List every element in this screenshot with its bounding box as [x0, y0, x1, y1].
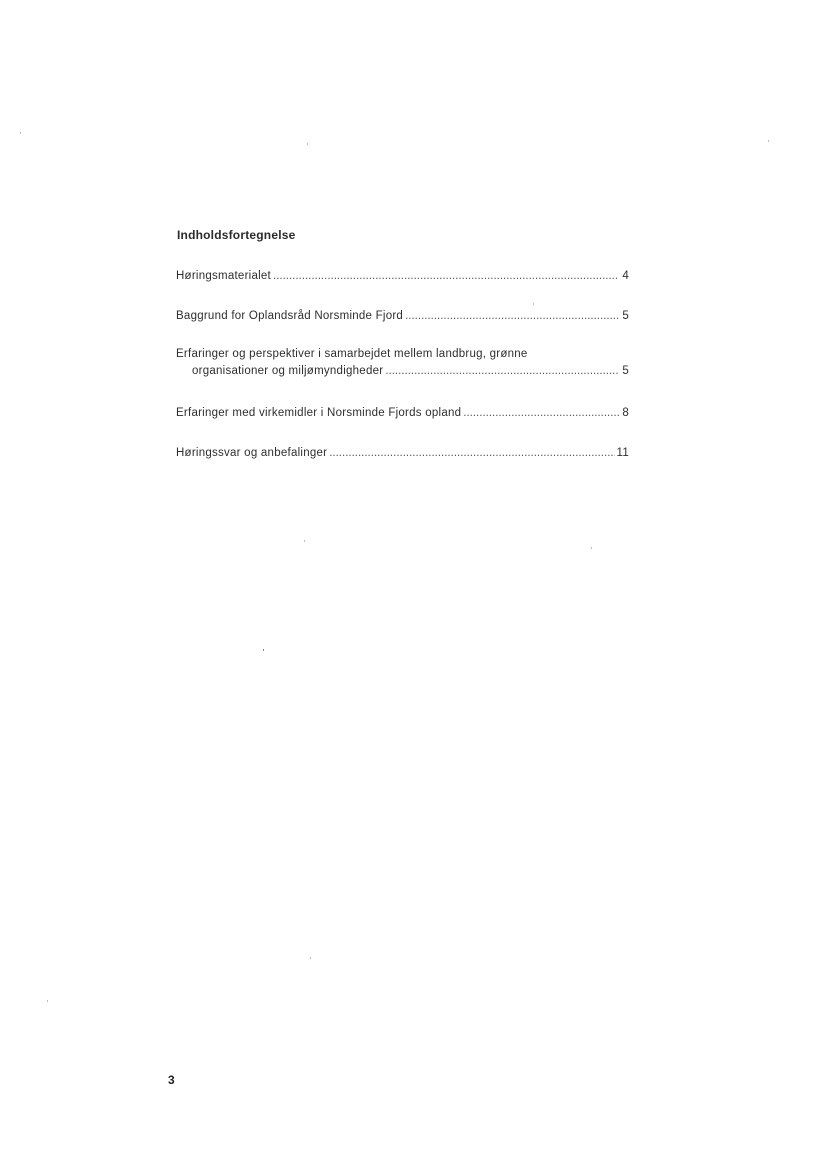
toc-entry-title: Erfaringer med virkemidler i Norsminde Fjords opland: [176, 407, 462, 419]
toc-entry-page: 8: [622, 407, 629, 419]
toc-entry-title: Baggrund for Oplandsråd Norsminde Fjord: [176, 310, 404, 322]
scan-speck: [47, 1000, 48, 1002]
toc-leader-dots: [405, 308, 619, 325]
toc-entry-page: 11: [616, 447, 629, 459]
scan-speck: [263, 649, 264, 651]
toc-entry-baggrund[interactable]: [176, 308, 629, 325]
toc-entry-horingsmaterialet[interactable]: [176, 268, 629, 285]
scan-speck: [20, 132, 21, 134]
toc-entry-title: Høringsmaterialet: [176, 270, 271, 282]
toc-entry-horingssvar[interactable]: [176, 445, 629, 462]
toc-leader-dots: [329, 445, 614, 462]
scan-speck: [310, 957, 311, 959]
scan-speck: [591, 547, 592, 549]
toc-entry-title: Høringssvar og anbefalinger: [176, 447, 328, 459]
toc-entry-title: Erfaringer og perspektiver i samarbejdet mellem landbrug, grønne: [176, 348, 528, 360]
page-number: 3: [168, 1073, 175, 1087]
scan-speck: [307, 143, 308, 145]
scan-speck: [304, 540, 305, 542]
toc-heading: Indholdsfortegnelse: [177, 228, 296, 242]
toc-leader-dots: [273, 268, 619, 285]
scan-speck: [768, 140, 769, 142]
scan-speck: [533, 303, 534, 305]
toc-entry-page: 5: [622, 310, 629, 322]
toc-leader-dots: [385, 363, 619, 380]
toc-leader-dots: [463, 405, 619, 422]
toc-entry-erfaringer-perspektiver[interactable]: [176, 346, 629, 380]
toc-entry-erfaringer-virkemidler[interactable]: [176, 405, 629, 422]
toc-entry-title-continued: organisationer og miljømyndigheder: [192, 365, 384, 377]
toc-entry-page: 4: [622, 270, 629, 282]
toc-entry-page: 5: [622, 365, 629, 377]
